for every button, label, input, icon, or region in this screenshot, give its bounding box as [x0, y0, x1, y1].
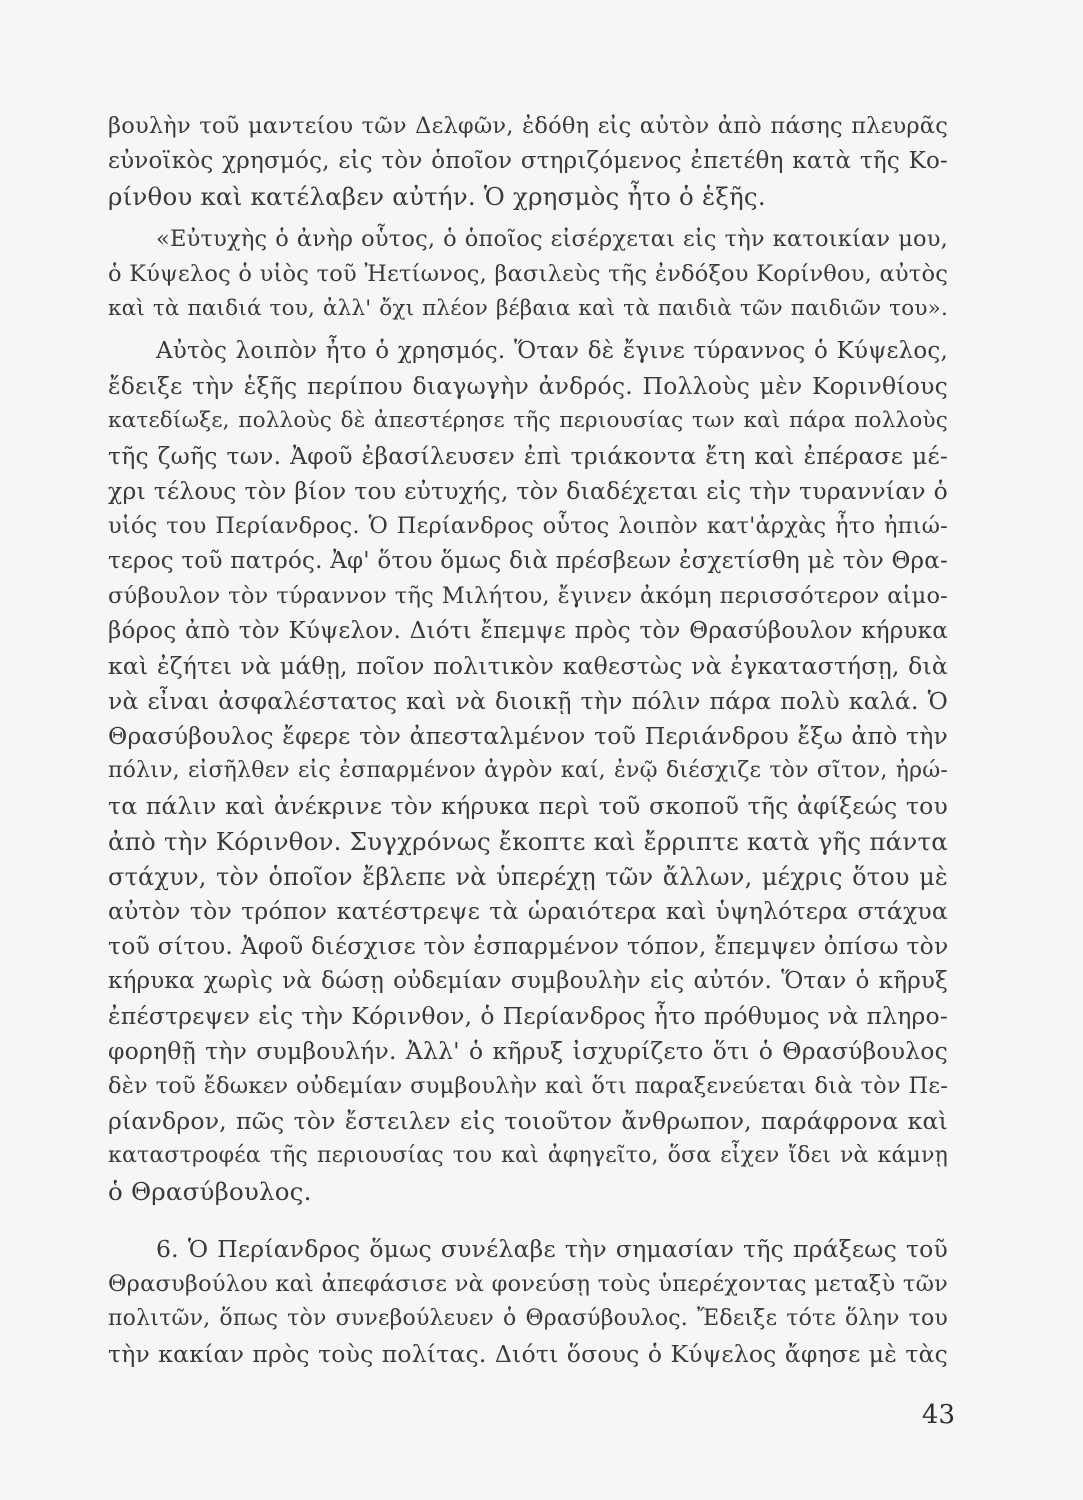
text-line: σύβουλον τὸν τύραννον τῆς Μιλήτου, ἔγινεν ἀκόμη περισσότερον αἱμο-	[108, 583, 948, 609]
text-line: Θρασύβουλος ἔφερε τὸν ἀπεσταλμένον τοῦ Περιάνδρου ἔξω ἀπὸ τὴν	[108, 722, 948, 750]
text-line: κατεδίωξε, πολλοὺς δὲ ἀπεστέρησε τῆς περιουσίας των καὶ πάρα πολλοὺς	[108, 408, 948, 433]
text-line: Θρασυβούλου καὶ ἀπεφάσισε νὰ φονεύσῃ τοὺς ὑπερέχοντας μεταξὺ τῶν	[108, 1271, 948, 1297]
text-line: «Εὐτυχὴς ὁ ἀνὴρ οὗτος, ὁ ὁποῖος εἰσέρχεται εἰς τὴν κατοικίαν μου,	[156, 226, 948, 252]
text-line: δὲν τοῦ ἔδωκεν οὐδεμίαν συμβουλὴν καὶ ὅτι παραξενεύεται διὰ τὸν Πε-	[108, 1073, 948, 1099]
text-line: πολιτῶν, ὅπως τὸν συνεβούλευεν ὁ Θρασύβουλος. Ἔδειξε τότε ὅλην του	[108, 1306, 948, 1331]
text-line: ἔδειξε τὴν ἑξῆς περίπου διαγωγὴν ἀνδρός. Πολλοὺς μὲν Κορινθίους	[108, 372, 948, 400]
text-line: κήρυκα χωρὶς νὰ δώσῃ οὐδεμίαν συμβουλὴν εἰς αὐτόν. Ὅταν ὁ κῆρυξ	[108, 968, 948, 994]
text-line: αὐτὸν τὸν τρόπον κατέστρεψε τὰ ὡραιότερα καὶ ὑψηλότερα στάχυα	[108, 897, 948, 925]
text-line: καταστροφέα τῆς περιουσίας του καὶ ἀφηγεῖτο, ὅσα εἶχεν ἴδει νὰ κάμνῃ	[108, 1143, 948, 1168]
text-line: Αὐτὸς λοιπὸν ἦτο ὁ χρησμός. Ὅταν δὲ ἔγινε τύραννος ὁ Κύψελος,	[156, 338, 948, 364]
text-line: ὁ Θρασύβουλος.	[108, 1177, 312, 1206]
text-line: ἐπέστρεψεν εἰς τὴν Κόρινθον, ὁ Περίανδρος ἦτο πρόθυμος νὰ πληρο-	[108, 1002, 948, 1030]
text-line: βουλὴν τοῦ μαντείου τῶν Δελφῶν, ἐδόθη εἰς αὐτὸν ἀπὸ πάσης πλευρᾶς	[108, 113, 948, 139]
text-line: τῆς ζωῆς των. Ἀφοῦ ἐβασίλευσεν ἐπὶ τριάκοντα ἔτη καὶ ἐπέρασε μέ-	[108, 442, 948, 470]
text-line: καὶ τὰ παιδιά του, ἀλλ' ὄχι πλέον βέβαια καὶ τὰ παιδιὰ τῶν παιδιῶν του».	[108, 296, 948, 321]
text-line: βόρος ἀπὸ τὸν Κύψελον. Διότι ἔπεμψε πρὸς τὸν Θρασύβουλον κήρυκα	[108, 618, 948, 644]
text-line: καὶ ἐζήτει νὰ μάθῃ, ποῖον πολιτικὸν καθεστὼς νὰ ἐγκαταστήσῃ, διὰ	[108, 652, 948, 680]
text-line: χρι τέλους τὸν βίον του εὐτυχής, τὸν διαδέχεται εἰς τὴν τυραννίαν ὁ	[108, 477, 948, 505]
text-line: τὴν κακίαν πρὸς τοὺς πολίτας. Διότι ὅσους ὁ Κύψελος ἄφησε μὲ τὰς	[108, 1340, 948, 1368]
text-line: εὐνοϊκὸς χρησμός, εἰς τὸν ὁποῖον στηριζόμενος ἐπετέθη κατὰ τῆς Κο-	[108, 148, 948, 174]
text-line: φορηθῇ τὴν συμβουλήν. Ἀλλ' ὁ κῆρυξ ἰσχυρίζετο ὅτι ὁ Θρασύβουλος	[108, 1037, 948, 1065]
text-line: ρίνθου καὶ κατέλαβεν αὐτήν. Ὁ χρησμὸς ἦτο ὁ ἑξῆς.	[108, 182, 766, 211]
text-line: υἱός του Περίανδρος. Ὁ Περίανδρος οὗτος λοιπὸν κατ'ἀρχὰς ἦτο ἠπιώ-	[108, 513, 948, 539]
text-line: ὁ Κύψελος ὁ υἱὸς τοῦ Ἠετίωνος, βασιλεὺς τῆς ἐνδόξου Κορίνθου, αὐτὸς	[108, 261, 948, 287]
text-line: ρίανδρον, πῶς τὸν ἔστειλεν εἰς τοιοῦτον ἄνθρωπον, παράφρονα καὶ	[108, 1107, 948, 1135]
text-line: 6. Ὁ Περίανδρος ὅμως συνέλαβε τὴν σημασίαν τῆς πράξεως τοῦ	[156, 1235, 948, 1263]
text-line: πόλιν, εἰσῆλθεν εἰς ἐσπαρμένον ἀγρὸν καί, ἐνῷ διέσχιζε τὸν σῖτον, ἠρώ-	[108, 758, 948, 783]
text-line: τα πάλιν καὶ ἀνέκρινε τὸν κήρυκα περὶ τοῦ σκοποῦ τῆς ἀφίξεώς του	[108, 792, 948, 820]
text-line: τοῦ σίτου. Ἀφοῦ διέσχισε τὸν ἐσπαρμένον τόπον, ἔπεμψεν ὀπίσω τὸν	[108, 932, 949, 960]
text-line: ἀπὸ τὴν Κόρινθον. Συγχρόνως ἔκοπτε καὶ ἔρριπτε κατὰ γῆς πάντα	[108, 827, 948, 856]
text-line: στάχυν, τὸν ὁποῖον ἔβλεπε νὰ ὑπερέχῃ τῶν ἄλλων, μέχρις ὅτου μὲ	[108, 863, 948, 891]
page-number: 43	[921, 1400, 955, 1430]
text-line: τερος τοῦ πατρός. Ἀφ' ὅτου ὅμως διὰ πρέσβεων ἐσχετίσθη μὲ τὸν Θρα-	[108, 548, 948, 574]
text-line: νὰ εἶναι ἀσφαλέστατος καὶ νὰ διοικῇ τὴν πόλιν πάρα πολὺ καλά. Ὁ	[108, 687, 948, 715]
